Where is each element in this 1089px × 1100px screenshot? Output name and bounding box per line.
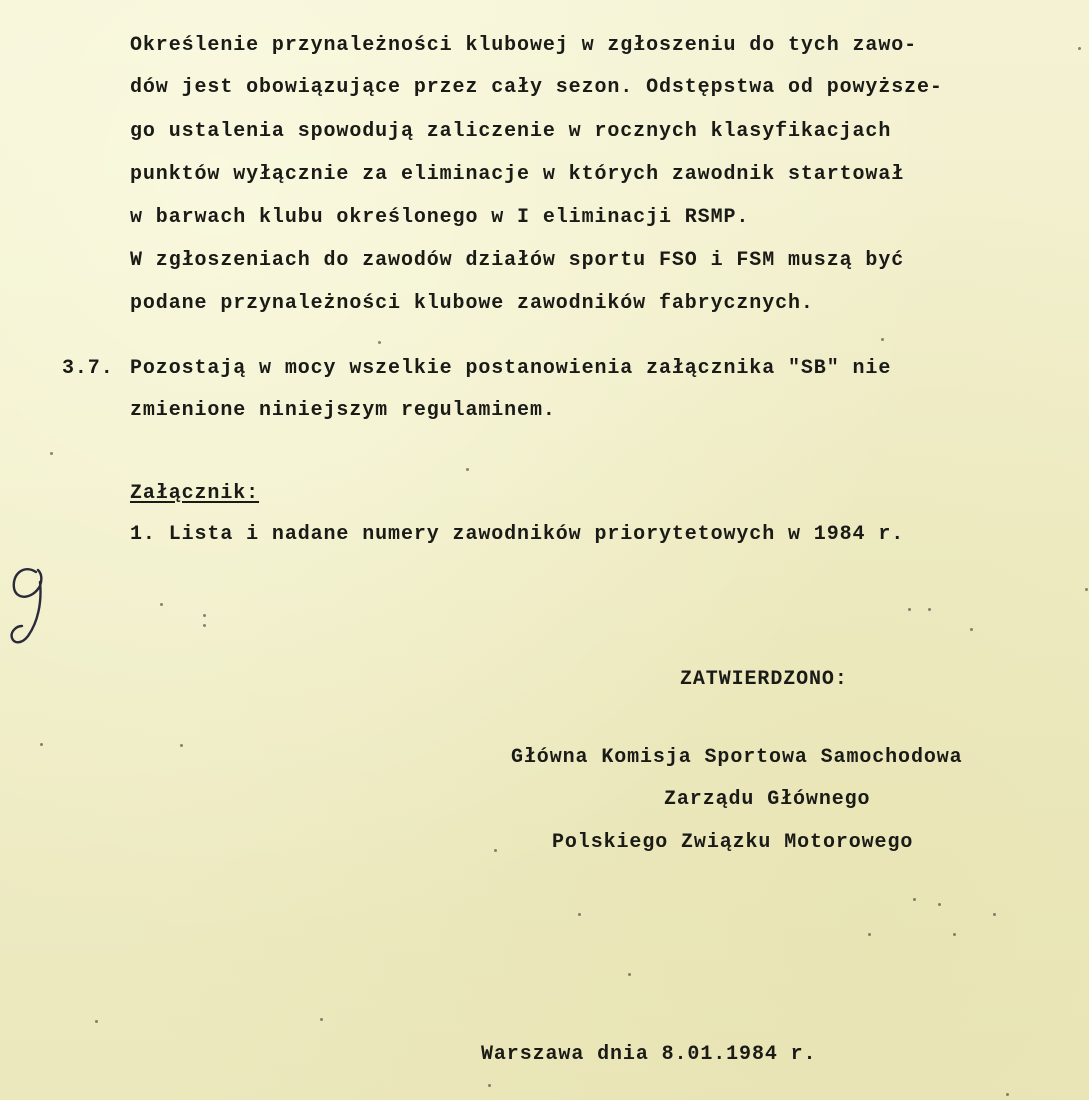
- speck: [160, 603, 163, 606]
- section-line: Pozostają w mocy wszelkie postanowienia załącznika "SB" nie: [130, 357, 892, 380]
- paragraph-line: W zgłoszeniach do zawodów działów sportu FSO i FSM muszą być: [130, 249, 905, 272]
- speck: [908, 608, 911, 611]
- speck: [953, 933, 956, 936]
- speck: [628, 973, 631, 976]
- speck: [50, 452, 53, 455]
- speck: [180, 744, 183, 747]
- speck: [913, 898, 916, 901]
- handwritten-page-number: [2, 552, 62, 662]
- speck: [868, 933, 871, 936]
- approval-line: Polskiego Związku Motorowego: [552, 831, 914, 854]
- speck: [578, 913, 581, 916]
- paragraph-line: dów jest obowiązujące przez cały sezon. Odstępstwa od powyższe-: [130, 76, 943, 99]
- paragraph-line: Określenie przynależności klubowej w zgłoszeniu do tych zawo-: [130, 34, 918, 57]
- speck: [466, 468, 469, 471]
- date-line: Warszawa dnia 8.01.1984 r.: [481, 1043, 817, 1066]
- section-number: 3.7.: [62, 357, 114, 380]
- attachments-heading: Załącznik:: [130, 482, 260, 505]
- speck: [1006, 1093, 1009, 1096]
- approval-line: Zarządu Głównego: [664, 788, 871, 811]
- speck: [993, 913, 996, 916]
- speck: [203, 624, 206, 627]
- speck: [928, 608, 931, 611]
- speck: [488, 1084, 491, 1087]
- paragraph-line: go ustalenia spowodują zaliczenie w rocznych klasyfikacjach: [130, 120, 892, 143]
- speck: [881, 338, 884, 341]
- paragraph-line: punktów wyłącznie za eliminacje w których zawodnik startował: [130, 163, 905, 186]
- speck: [1085, 588, 1088, 591]
- speck: [938, 903, 941, 906]
- approval-line: Główna Komisja Sportowa Samochodowa: [511, 746, 963, 769]
- speck: [203, 614, 206, 617]
- speck: [1078, 47, 1081, 50]
- section-line: zmienione niniejszym regulaminem.: [130, 399, 556, 422]
- approval-label: ZATWIERDZONO:: [680, 668, 848, 691]
- paragraph-line: w barwach klubu określonego w I eliminacji RSMP.: [130, 206, 750, 229]
- speck: [378, 341, 381, 344]
- speck: [95, 1020, 98, 1023]
- attachment-item: 1. Lista i nadane numery zawodników priorytetowych w 1984 r.: [130, 523, 905, 546]
- speck: [970, 628, 973, 631]
- speck: [40, 743, 43, 746]
- speck: [320, 1018, 323, 1021]
- speck: [494, 849, 497, 852]
- paragraph-line: podane przynależności klubowe zawodników fabrycznych.: [130, 292, 814, 315]
